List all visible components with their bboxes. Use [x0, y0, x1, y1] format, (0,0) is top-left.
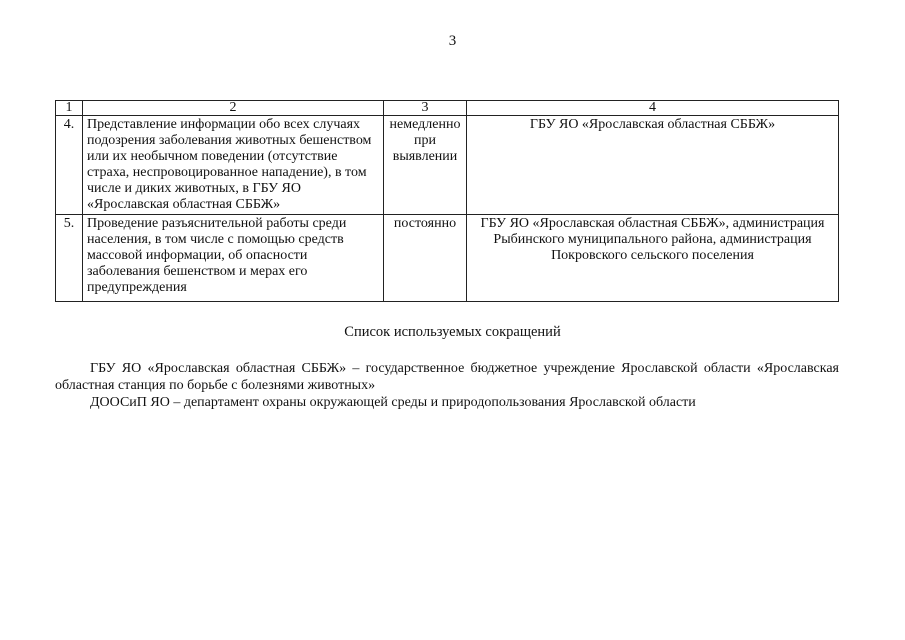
table-header-row: [56, 101, 839, 116]
column-header-2: 2: [83, 101, 384, 116]
column-header-3: 3: [384, 101, 467, 116]
table-row: [56, 215, 839, 302]
responsible-cell: ГБУ ЯО «Ярославская областная СББЖ»: [467, 116, 839, 215]
row-number: 5.: [56, 215, 83, 302]
column-header-4: 4: [467, 101, 839, 116]
abbreviation-item: ГБУ ЯО «Ярославская областная СББЖ» – государственное бюджетное учреждение Ярославской области «Ярославская областная станция по борьбе с болезнями животных»: [55, 361, 839, 393]
activity-cell: Представление информации обо всех случаях подозрения заболевания животных бешенством или их необычном поведении (отсутствие страха, неспровоцированное нападение), в том числе и диких животных, в ГБУ ЯО «Ярославская областная СББЖ»: [83, 116, 384, 215]
abbreviation-item: ДООСиП ЯО – департамент охраны окружающей среды и природопользования Ярославской области: [90, 395, 696, 410]
row-number: 4.: [56, 116, 83, 215]
column-header-1: 1: [56, 101, 83, 116]
responsible-cell: ГБУ ЯО «Ярославская областная СББЖ», администрация Рыбинского муниципального района, администрация Покровского сельского поселения: [467, 215, 839, 302]
table-row: [56, 116, 839, 215]
term-cell: постоянно: [384, 215, 467, 302]
measures-table: [55, 100, 839, 302]
term-cell: немедленно при выявлении: [384, 116, 467, 215]
activity-cell: Проведение разъяснительной работы среди населения, в том числе с помощью средств массовой информации, об опасности заболевания бешенством и мерах его предупреждения: [83, 215, 384, 302]
abbreviations-title: Список используемых сокращений: [344, 324, 561, 340]
page-number: 3: [448, 33, 457, 49]
abbreviations-list: [55, 360, 839, 411]
